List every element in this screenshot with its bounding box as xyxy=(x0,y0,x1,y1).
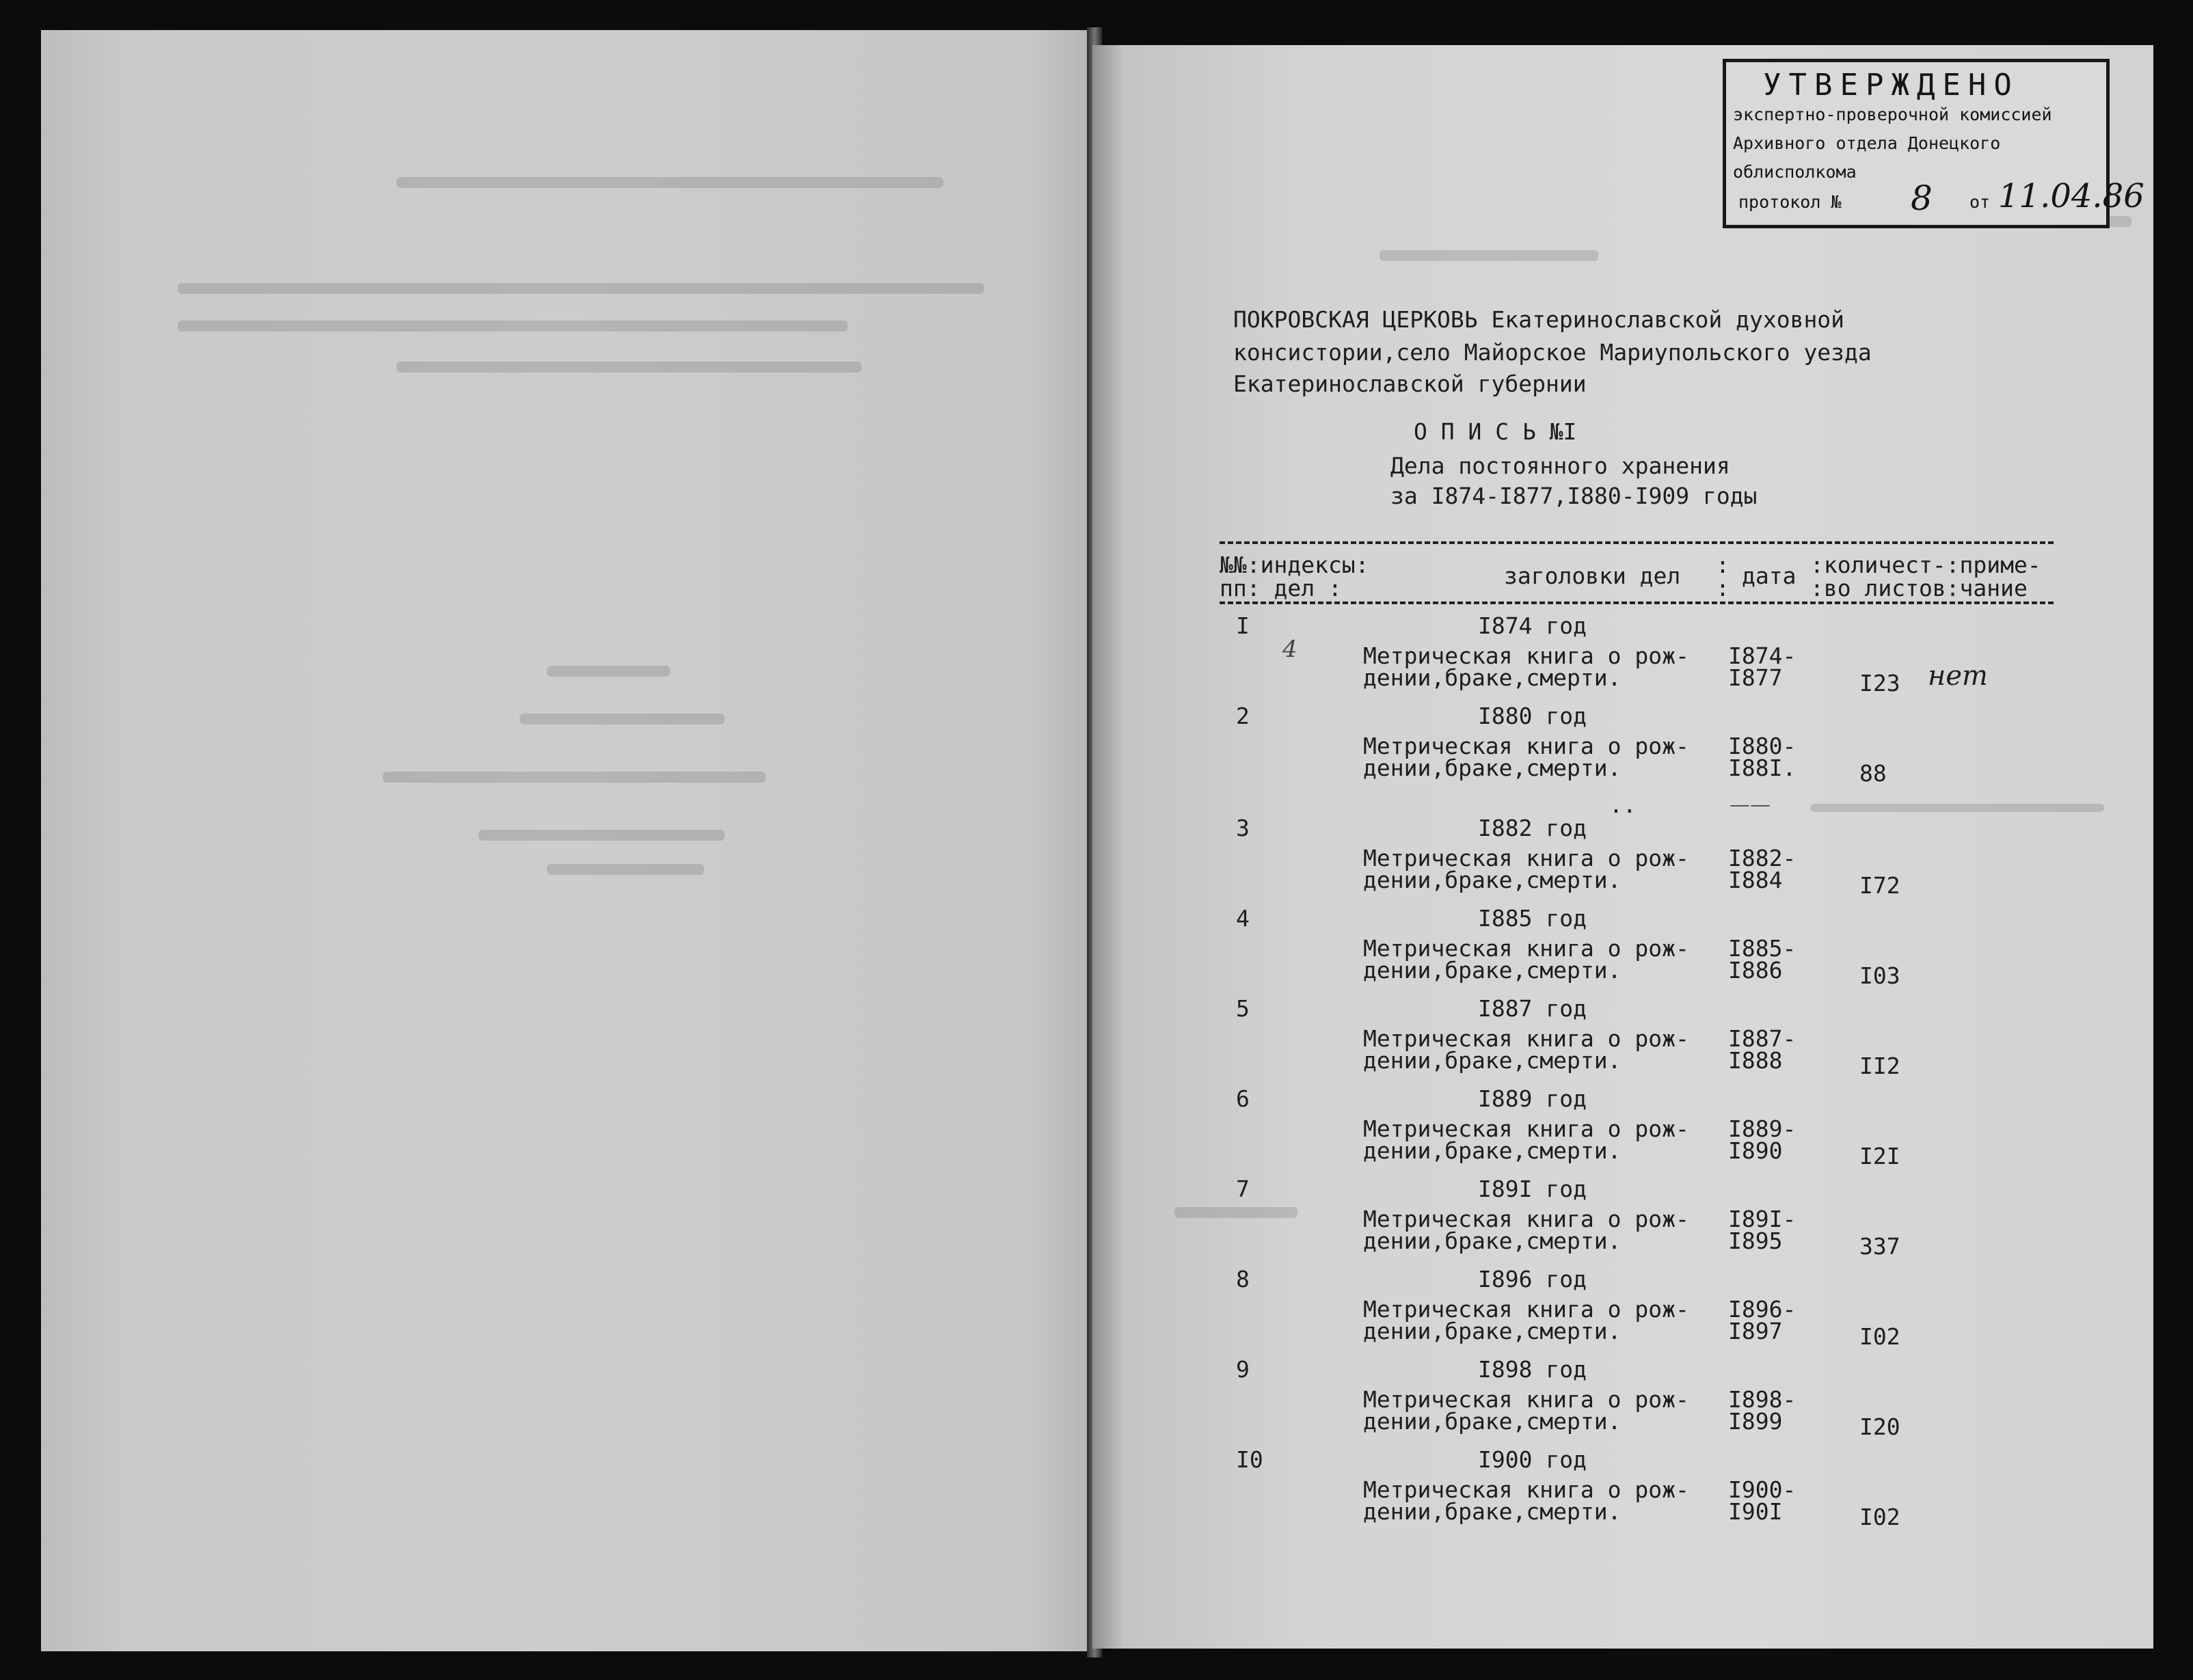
left-page-blank xyxy=(41,30,1094,1651)
row-year-heading: I882 год xyxy=(1478,815,1587,841)
stamp-protocol-number: 8 xyxy=(1911,178,1933,218)
row-title-line-2: дении,браке,смерти. xyxy=(1363,1228,1622,1254)
col-header-sep: : xyxy=(1716,552,1730,578)
show-through xyxy=(520,714,725,724)
col-header-sheets-bottom: :во листов:чание xyxy=(1810,575,2028,601)
row-date-start: I887- xyxy=(1728,1025,1797,1052)
row-title-line-1: Метрическая книга о рож- xyxy=(1363,935,1689,962)
row-date-start: I874- xyxy=(1728,642,1797,669)
row-sheet-count: I02 xyxy=(1859,1323,1900,1350)
row-number: 9 xyxy=(1236,1356,1250,1383)
row-sheet-count: I2I xyxy=(1859,1143,1900,1169)
row-note-handwritten: нет xyxy=(1928,660,1988,692)
col-header-sep: : xyxy=(1716,575,1730,601)
row-sheet-count: II2 xyxy=(1859,1053,1900,1079)
row-year-heading: I898 год xyxy=(1478,1356,1587,1383)
row-sheet-count: I02 xyxy=(1859,1504,1900,1530)
row-title-line-1: Метрическая книга о рож- xyxy=(1363,642,1689,669)
col-header-date: дата xyxy=(1742,563,1797,589)
show-through xyxy=(547,864,704,875)
approval-stamp xyxy=(1723,59,2144,228)
inventory-title: О П И С Ь №I xyxy=(1414,418,1577,445)
row-title-line-1: Метрическая книга о рож- xyxy=(1363,1025,1689,1052)
show-through xyxy=(383,772,766,783)
row-title-line-2: дении,браке,смерти. xyxy=(1363,1137,1622,1164)
crossed-date-mark: —— xyxy=(1730,793,1771,817)
row-number: 2 xyxy=(1236,703,1250,729)
row-sheet-count: I72 xyxy=(1859,872,1900,899)
row-number: 6 xyxy=(1236,1085,1250,1112)
row-date-end: I888 xyxy=(1728,1047,1783,1074)
row-sheet-count: I20 xyxy=(1859,1413,1900,1440)
row-date-end: I88I. xyxy=(1728,755,1797,781)
row-sheet-count: I03 xyxy=(1859,962,1900,989)
show-through xyxy=(178,283,984,294)
row-year-heading: I900 год xyxy=(1478,1446,1587,1473)
row-date-end: I899 xyxy=(1728,1408,1783,1435)
stamp-date: 11.04.86 xyxy=(1998,177,2144,215)
row-number: 5 xyxy=(1236,995,1250,1022)
stamp-department-line: Архивного отдела Донецкого xyxy=(1733,133,2001,153)
row-date-start: I889- xyxy=(1728,1115,1797,1142)
row-date-start: I880- xyxy=(1728,733,1797,759)
org-line-2: консистории,село Майорское Мариупольского уезда xyxy=(1233,339,1872,366)
show-through xyxy=(178,321,848,331)
row-index-handwritten: 4 xyxy=(1282,636,1297,663)
row-date-end: I90I xyxy=(1728,1498,1783,1525)
row-number: I xyxy=(1236,612,1250,639)
row-title-line-2: дении,браке,смерти. xyxy=(1363,664,1622,691)
row-title-line-1: Метрическая книга о рож- xyxy=(1363,1386,1689,1413)
row-date-start: I89I- xyxy=(1728,1206,1797,1232)
row-date-start: I898- xyxy=(1728,1386,1797,1413)
row-date-end: I895 xyxy=(1728,1228,1783,1254)
stamp-protocol-label: протокол № xyxy=(1738,192,1842,212)
org-line-1: ПОКРОВСКАЯ ЦЕРКОВЬ Екатеринославской духовной xyxy=(1233,306,1845,333)
row-year-heading: I885 год xyxy=(1478,905,1587,932)
row-title-line-2: дении,браке,смерти. xyxy=(1363,1047,1622,1074)
row-date-end: I890 xyxy=(1728,1137,1783,1164)
stamp-title: УТВЕРЖДЕНО xyxy=(1763,68,2019,103)
row-date-end: I897 xyxy=(1728,1318,1783,1344)
row-title-line-1: Метрическая книга о рож- xyxy=(1363,1115,1689,1142)
row-title-line-2: дении,браке,смерти. xyxy=(1363,867,1622,893)
col-header-sheets-top: :количест-:приме- xyxy=(1810,552,2041,578)
inventory-subtitle: Дела постоянного хранения xyxy=(1390,452,1730,479)
row-year-heading: I874 год xyxy=(1478,612,1587,639)
stamp-from-label: от xyxy=(1969,192,1991,212)
row-number: 7 xyxy=(1236,1176,1250,1202)
show-through xyxy=(1810,804,2104,812)
table-top-rule xyxy=(1220,541,2054,544)
row-year-heading: I887 год xyxy=(1478,995,1587,1022)
col-header-num-bottom: пп: дел : xyxy=(1220,575,1342,601)
col-header-num-top: №№:индексы: xyxy=(1220,552,1369,578)
row-year-heading: I896 год xyxy=(1478,1266,1587,1292)
show-through xyxy=(396,362,861,372)
row-title-line-2: дении,браке,смерти. xyxy=(1363,1408,1622,1435)
row-sheet-count: 88 xyxy=(1859,760,1887,787)
row-year-heading: I880 год xyxy=(1478,703,1587,729)
row-title-line-1: Метрическая книга о рож- xyxy=(1363,1296,1689,1323)
row-title-line-2: дении,браке,смерти. xyxy=(1363,957,1622,984)
row-title-line-1: Метрическая книга о рож- xyxy=(1363,1476,1689,1503)
row-title-line-1: Метрическая книга о рож- xyxy=(1363,845,1689,871)
inventory-years: за I874-I877,I880-I909 годы xyxy=(1390,483,1758,509)
row-number: 4 xyxy=(1236,905,1250,932)
table-header-rule xyxy=(1220,601,2054,604)
show-through xyxy=(1380,250,1598,261)
show-through xyxy=(547,666,670,677)
row-date-end: I877 xyxy=(1728,664,1783,691)
row-title-line-2: дении,браке,смерти. xyxy=(1363,755,1622,781)
col-header-title: заголовки дел xyxy=(1504,563,1681,589)
row-number: 3 xyxy=(1236,815,1250,841)
row-date-start: I900- xyxy=(1728,1476,1797,1503)
row-number: I0 xyxy=(1236,1446,1263,1473)
show-through xyxy=(1174,1207,1297,1218)
row-date-end: I884 xyxy=(1728,867,1783,893)
stamp-commission-line: экспертно-проверочной комиссией xyxy=(1733,105,2052,124)
row-year-heading: I889 год xyxy=(1478,1085,1587,1112)
row-date-start: I896- xyxy=(1728,1296,1797,1323)
row-number: 8 xyxy=(1236,1266,1250,1292)
row-title-line-1: Метрическая книга о рож- xyxy=(1363,733,1689,759)
row-sheet-count: I23 xyxy=(1859,670,1900,696)
row-date-start: I882- xyxy=(1728,845,1797,871)
row-date-start: I885- xyxy=(1728,935,1797,962)
row-title-line-1: Метрическая книга о рож- xyxy=(1363,1206,1689,1232)
stamp-executive-line: облисполкома xyxy=(1733,162,1857,182)
row-title-line-2: дении,браке,смерти. xyxy=(1363,1318,1622,1344)
row-title-line-2: дении,браке,смерти. xyxy=(1363,1498,1622,1525)
org-line-3: Екатеринославской губернии xyxy=(1233,370,1587,397)
row-date-end: I886 xyxy=(1728,957,1783,984)
row-year-heading: I89I год xyxy=(1478,1176,1587,1202)
dot-mark: .. xyxy=(1609,791,1637,818)
show-through xyxy=(396,177,943,188)
show-through xyxy=(479,830,725,841)
row-sheet-count: 337 xyxy=(1859,1233,1900,1260)
